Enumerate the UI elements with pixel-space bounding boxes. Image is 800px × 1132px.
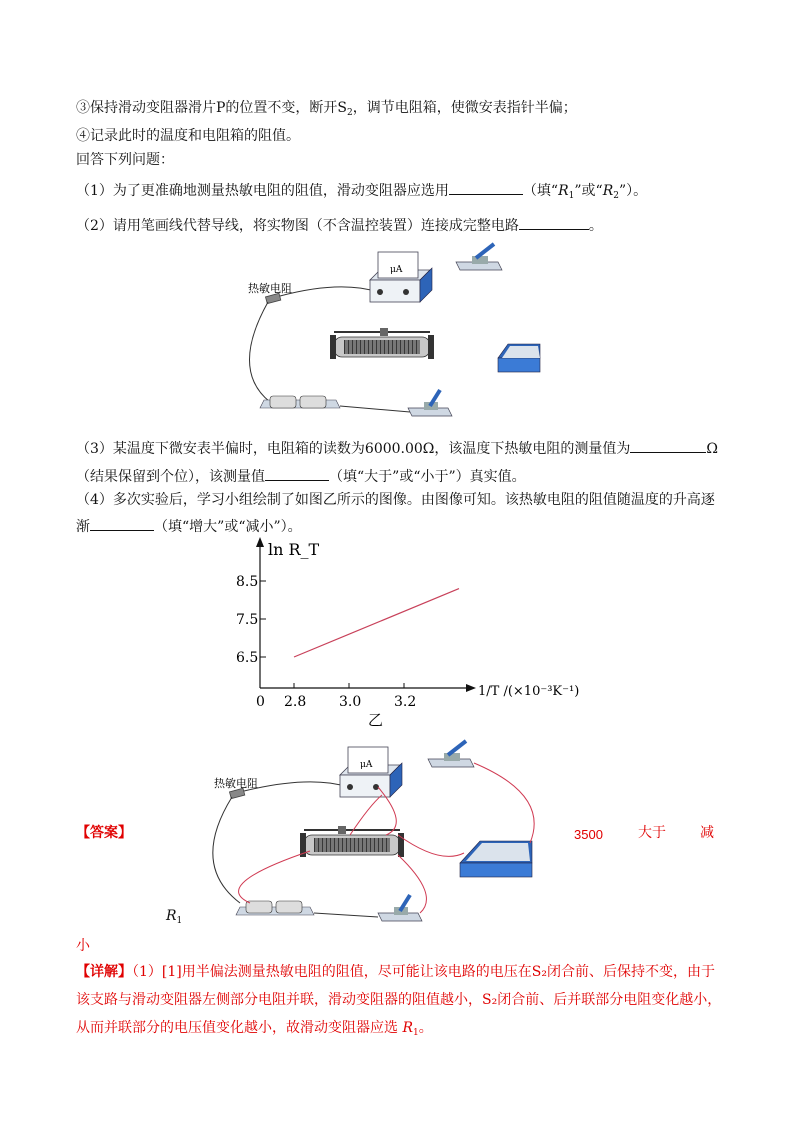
question-3-line-1: （3）某温度下微安表半偏时，电阻箱的读数为6000.00Ω，该温度下热敏电阻的测量值为 Ω [76, 438, 718, 459]
meter-unit-label-2: μA [360, 760, 373, 770]
x-axis-arrow [466, 684, 476, 692]
wire-thermistor-meter [280, 287, 378, 296]
y-tick-label: 7.5 [236, 612, 259, 628]
answer-3-part-a: 减 [700, 825, 714, 841]
y-tick-label: 8.5 [236, 574, 259, 590]
rheostat[interactable] [330, 328, 434, 359]
x-tick-label: 3.0 [339, 694, 362, 710]
answer-1: 3500 [574, 827, 603, 842]
thermistor-label-2: 热敏电阻 [214, 777, 258, 790]
answer-blank-1[interactable] [449, 180, 523, 195]
battery[interactable] [260, 396, 340, 408]
switch-s2[interactable] [408, 390, 452, 416]
y-axis-label: ln R_T [268, 540, 320, 559]
detail-line-1: 【详解】（1）[1]用半偏法测量热敏电阻的阻值，尽可能让该电路的电压在S₂闭合前、后保持不变，由于 [76, 964, 715, 980]
meter-unit-label: μA [390, 265, 403, 275]
step-3: ③保持滑动变阻器滑片P的位置不变，断开$S_2$，调节电阻箱，使微安表指针半偏； [76, 100, 577, 118]
answer-blank-5[interactable] [90, 516, 154, 531]
answer-prompt: 回答下列问题： [76, 152, 174, 168]
step-4: ④记录此时的温度和电阻箱的阻值。 [76, 128, 300, 144]
chart-caption: 乙 [368, 711, 384, 729]
series-line [294, 589, 459, 657]
wired-apparatus-figure [210, 735, 550, 930]
apparatus-figure [240, 240, 540, 430]
answer-blank-3[interactable] [630, 438, 706, 453]
answer-blank-2[interactable] [519, 215, 589, 230]
resistance-box-2[interactable] [460, 841, 532, 877]
question-4-line-2: 渐 （填“增大”或“减小”）。 [76, 516, 302, 537]
question-1: （1）为了更准确地测量热敏电阻的阻值，滑动变阻器应选用 （填“$R_1$”或“$R_2$”）。 [76, 180, 647, 206]
microammeter-2[interactable] [340, 747, 402, 797]
y-tick-label: 6.5 [236, 650, 259, 666]
answer-3-part-b: 小 [76, 938, 90, 954]
wire-battery-switch [340, 406, 410, 412]
wire-2-thermistor-meter [244, 782, 348, 791]
wire-thermistor-battery [249, 302, 270, 402]
battery-2[interactable] [236, 901, 314, 915]
switch-s1[interactable] [456, 244, 502, 270]
resistance-box[interactable] [498, 344, 540, 372]
x-tick-label: 2.8 [284, 694, 307, 710]
wire-2-battery-switch [314, 913, 378, 917]
y-axis-arrow [256, 537, 264, 547]
r1-label-fig2: $R_1$ [166, 908, 183, 926]
x-axis-label: 1/T /(×10⁻³K⁻¹) [478, 684, 580, 699]
answer-2: 大于 [638, 825, 666, 841]
chart-yi [236, 535, 580, 735]
x-tick-label: 0 [256, 694, 265, 710]
question-2: （2）请用笔画线代替导线，将实物图（不含温控装置）连接成完整电路 。 [76, 215, 603, 236]
answer-blank-4[interactable] [265, 466, 329, 481]
detail-line-3: 从而并联部分的电压值变化越小，故滑动变阻器应选 $R_1$。 [76, 1020, 433, 1038]
detail-line-2: 该支路与滑动变阻器左侧部分电阻并联，滑动变阻器的阻值越小，S₂闭合前、后并联部分电阻变化越小， [76, 992, 722, 1008]
answer-label: 【答案】 [76, 825, 132, 841]
microammeter[interactable] [370, 252, 432, 302]
rheostat-2[interactable] [300, 826, 404, 857]
question-4-line-1: （4）多次实验后，学习小组绘制了如图乙所示的图像。由图像可知。该热敏电阻的阻值随温度的升高逐 [76, 492, 715, 508]
wire-2-thermistor-battery [213, 797, 240, 903]
x-tick-label: 3.2 [394, 694, 417, 710]
thermistor-label: 热敏电阻 [248, 282, 292, 295]
switch-2-s1[interactable] [428, 741, 474, 767]
switch-2-s2[interactable] [378, 895, 422, 921]
question-3-line-2: （结果保留到个位），该测量值 （填“大于”或“小于”）真实值。 [76, 466, 526, 487]
